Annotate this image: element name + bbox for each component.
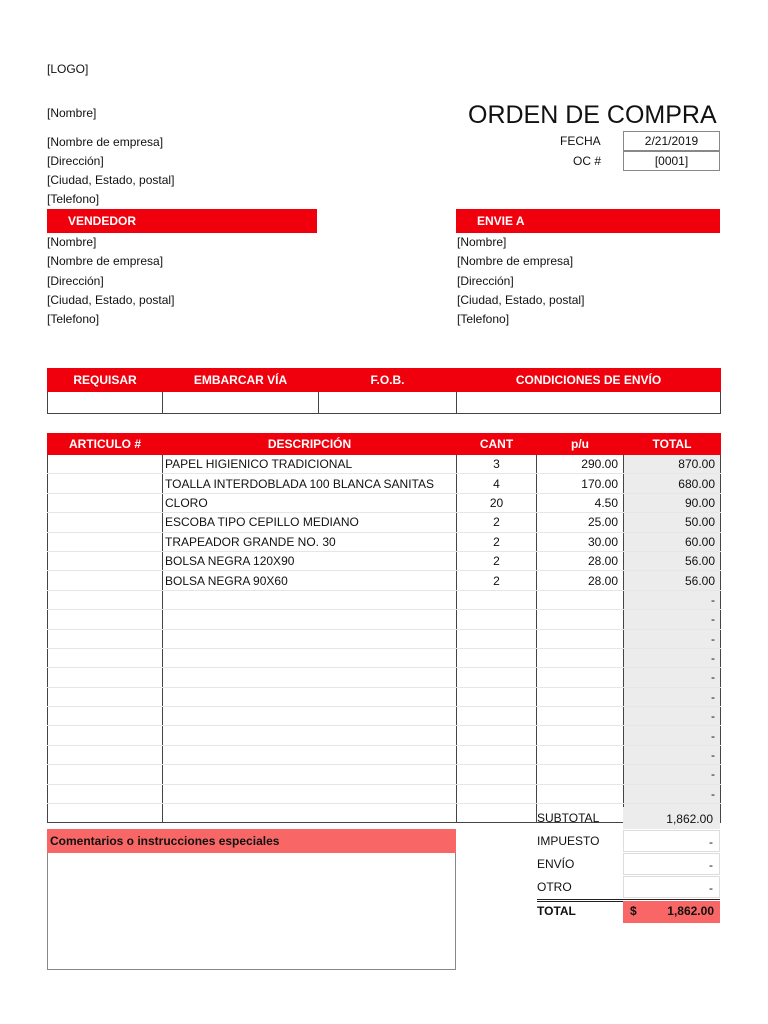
articulo-cell[interactable] xyxy=(48,726,163,745)
total-cell: 90.00 xyxy=(624,493,721,512)
total-cell: - xyxy=(624,610,721,629)
subtotal-value: 1,862.00 xyxy=(623,807,720,829)
cant-cell[interactable]: 2 xyxy=(457,532,537,551)
articulo-cell[interactable] xyxy=(48,532,163,551)
total-cell: 60.00 xyxy=(624,532,721,551)
articulo-cell[interactable] xyxy=(48,804,163,823)
pu-cell[interactable]: 28.00 xyxy=(537,551,624,570)
oc-label: OC # xyxy=(573,154,602,168)
comments-textarea[interactable] xyxy=(47,853,456,970)
descripcion-cell[interactable] xyxy=(163,707,457,726)
descripcion-cell[interactable]: ESCOBA TIPO CEPILLO MEDIANO xyxy=(163,513,457,532)
page-title: ORDEN DE COMPRA xyxy=(468,101,717,129)
pu-cell[interactable] xyxy=(537,610,624,629)
articulo-header: ARTICULO # xyxy=(48,433,163,455)
fecha-field[interactable]: 2/21/2019 xyxy=(623,131,720,151)
total-cell: - xyxy=(624,707,721,726)
cant-cell[interactable] xyxy=(457,726,537,745)
vendor-city: [Ciudad, Estado, postal] xyxy=(47,293,175,307)
cant-cell[interactable] xyxy=(457,687,537,706)
total-cell: - xyxy=(624,745,721,764)
articulo-cell[interactable] xyxy=(48,687,163,706)
total-cell: 870.00 xyxy=(624,455,721,474)
envio-field[interactable]: - xyxy=(623,853,720,875)
company-address: [Dirección] xyxy=(47,154,104,168)
total-header: TOTAL xyxy=(624,433,721,455)
fob-cell[interactable] xyxy=(319,392,457,414)
total-cell: 56.00 xyxy=(624,551,721,570)
articulo-cell[interactable] xyxy=(48,629,163,648)
ship-to-name: [Nombre] xyxy=(457,235,507,249)
company-phone: [Telefono] xyxy=(47,192,100,206)
table-row xyxy=(48,745,721,764)
comments-header: Comentarios o instrucciones especiales xyxy=(47,829,456,853)
table-row xyxy=(48,590,721,609)
otro-label: OTRO xyxy=(537,880,572,894)
vendor-address: [Dirección] xyxy=(47,274,104,288)
descripcion-cell[interactable]: PAPEL HIGIENICO TRADICIONAL xyxy=(163,455,457,474)
descripcion-cell[interactable]: CLORO xyxy=(163,493,457,512)
cant-cell[interactable] xyxy=(457,590,537,609)
condiciones-envio-cell[interactable] xyxy=(457,392,721,414)
descripcion-cell[interactable] xyxy=(163,745,457,764)
table-row xyxy=(48,571,721,590)
articulo-cell[interactable] xyxy=(48,571,163,590)
articulo-cell[interactable] xyxy=(48,455,163,474)
impuesto-field[interactable]: - xyxy=(623,830,720,852)
embarcar-via-header: EMBARCAR VÍA xyxy=(163,369,319,392)
pu-cell[interactable]: 30.00 xyxy=(537,532,624,551)
requisar-cell[interactable] xyxy=(48,392,163,414)
ship-to-company-name: [Nombre de empresa] xyxy=(457,254,574,268)
company-company-name: [Nombre de empresa] xyxy=(47,135,164,149)
cant-cell[interactable]: 4 xyxy=(457,474,537,493)
vendor-phone: [Telefono] xyxy=(47,312,100,326)
table-row xyxy=(48,668,721,687)
subtotal-label: SUBTOTAL xyxy=(537,811,600,825)
total-label: TOTAL xyxy=(537,904,576,918)
articulo-cell[interactable] xyxy=(48,745,163,764)
company-city: [Ciudad, Estado, postal] xyxy=(47,173,175,187)
cant-cell[interactable] xyxy=(457,668,537,687)
cant-cell[interactable]: 20 xyxy=(457,493,537,512)
cant-cell[interactable] xyxy=(457,804,537,823)
total-cell: 680.00 xyxy=(624,474,721,493)
pu-cell[interactable]: 4.50 xyxy=(537,493,624,512)
ship-to-phone: [Telefono] xyxy=(457,312,510,326)
descripcion-cell[interactable] xyxy=(163,668,457,687)
total-cell: 50.00 xyxy=(624,513,721,532)
pu-cell[interactable] xyxy=(537,629,624,648)
cant-cell[interactable] xyxy=(457,629,537,648)
cant-cell[interactable] xyxy=(457,745,537,764)
table-row xyxy=(48,648,721,667)
condiciones-envio-header: CONDICIONES DE ENVÍO xyxy=(457,369,721,392)
vendor-header: VENDEDOR xyxy=(47,209,317,233)
fob-header: F.O.B. xyxy=(319,369,457,392)
oc-number-field[interactable]: [0001] xyxy=(623,151,720,171)
articulo-cell[interactable] xyxy=(48,551,163,570)
total-cell: - xyxy=(624,726,721,745)
descripcion-cell[interactable] xyxy=(163,726,457,745)
descripcion-cell[interactable]: TOALLA INTERDOBLADA 100 BLANCA SANITAS xyxy=(163,474,457,493)
table-row xyxy=(48,765,721,784)
vendor-name: [Nombre] xyxy=(47,235,97,249)
table-row xyxy=(48,687,721,706)
vendor-company-name: [Nombre de empresa] xyxy=(47,254,164,268)
articulo-cell[interactable] xyxy=(48,765,163,784)
pu-cell[interactable] xyxy=(537,707,624,726)
table-row xyxy=(48,629,721,648)
total-cell: - xyxy=(624,648,721,667)
pu-cell[interactable]: 290.00 xyxy=(537,455,624,474)
fecha-label: FECHA xyxy=(560,134,601,148)
articulo-cell[interactable] xyxy=(48,590,163,609)
descripcion-cell[interactable]: TRAPEADOR GRANDE NO. 30 xyxy=(163,532,457,551)
articulo-cell[interactable] xyxy=(48,493,163,512)
descripcion-cell[interactable] xyxy=(163,784,457,803)
items-table xyxy=(47,433,721,823)
descripcion-cell[interactable]: BOLSA NEGRA 90X60 xyxy=(163,571,457,590)
pu-cell[interactable] xyxy=(537,590,624,609)
total-cell: - xyxy=(624,784,721,803)
pu-cell[interactable] xyxy=(537,745,624,764)
total-cell: - xyxy=(624,629,721,648)
envio-label: ENVÍO xyxy=(537,857,575,871)
table-row xyxy=(48,784,721,803)
cant-cell[interactable] xyxy=(457,784,537,803)
cant-cell[interactable] xyxy=(457,648,537,667)
ship-to-city: [Ciudad, Estado, postal] xyxy=(457,293,585,307)
embarcar-via-cell[interactable] xyxy=(163,392,319,414)
table-row xyxy=(48,726,721,745)
table-row xyxy=(48,532,721,551)
table-row xyxy=(48,707,721,726)
articulo-cell[interactable] xyxy=(48,474,163,493)
descripcion-cell[interactable] xyxy=(163,610,457,629)
descripcion-cell[interactable] xyxy=(163,804,457,823)
table-row xyxy=(48,493,721,512)
articulo-cell[interactable] xyxy=(48,648,163,667)
cant-cell[interactable] xyxy=(457,765,537,784)
pu-cell[interactable]: 28.00 xyxy=(537,571,624,590)
pu-header: p/u xyxy=(537,433,624,455)
total-cell: - xyxy=(624,765,721,784)
articulo-cell[interactable] xyxy=(48,707,163,726)
pu-cell[interactable] xyxy=(537,726,624,745)
cant-cell[interactable] xyxy=(457,707,537,726)
pu-cell[interactable] xyxy=(537,687,624,706)
pu-cell[interactable] xyxy=(537,784,624,803)
descripcion-cell[interactable] xyxy=(163,648,457,667)
pu-cell[interactable]: 170.00 xyxy=(537,474,624,493)
total-cell: - xyxy=(624,668,721,687)
requisar-header: REQUISAR xyxy=(48,369,163,392)
company-name: [Nombre] xyxy=(47,106,97,120)
cant-cell[interactable] xyxy=(457,610,537,629)
descripcion-cell[interactable] xyxy=(163,687,457,706)
total-cell: 56.00 xyxy=(624,571,721,590)
descripcion-cell[interactable] xyxy=(163,629,457,648)
pu-cell[interactable]: 25.00 xyxy=(537,513,624,532)
total-value: 1,862.00 xyxy=(667,904,714,918)
otro-field[interactable]: - xyxy=(623,876,720,898)
articulo-cell[interactable] xyxy=(48,610,163,629)
articulo-cell[interactable] xyxy=(48,784,163,803)
pu-cell[interactable] xyxy=(537,648,624,667)
table-row xyxy=(48,551,721,570)
shipping-table xyxy=(47,368,721,414)
ship-to-header: ENVIE A xyxy=(456,209,720,233)
descripcion-cell[interactable]: BOLSA NEGRA 120X90 xyxy=(163,551,457,570)
table-row xyxy=(48,804,721,823)
cant-header: CANT xyxy=(457,433,537,455)
total-value-box xyxy=(623,901,720,923)
table-row xyxy=(48,455,721,474)
table-row xyxy=(48,513,721,532)
pu-cell[interactable] xyxy=(537,668,624,687)
cant-cell[interactable]: 2 xyxy=(457,513,537,532)
descripcion-cell[interactable] xyxy=(163,765,457,784)
cant-cell[interactable]: 2 xyxy=(457,571,537,590)
total-cell: - xyxy=(624,590,721,609)
total-currency: $ xyxy=(630,904,637,918)
cant-cell[interactable]: 3 xyxy=(457,455,537,474)
articulo-cell[interactable] xyxy=(48,513,163,532)
ship-to-address: [Dirección] xyxy=(457,274,514,288)
descripcion-cell[interactable] xyxy=(163,590,457,609)
table-row xyxy=(48,610,721,629)
logo-placeholder: [LOGO] xyxy=(47,62,89,76)
table-row xyxy=(48,474,721,493)
total-cell: - xyxy=(624,687,721,706)
pu-cell[interactable] xyxy=(537,765,624,784)
articulo-cell[interactable] xyxy=(48,668,163,687)
descripcion-header: DESCRIPCIÓN xyxy=(163,433,457,455)
cant-cell[interactable]: 2 xyxy=(457,551,537,570)
impuesto-label: IMPUESTO xyxy=(537,834,600,848)
